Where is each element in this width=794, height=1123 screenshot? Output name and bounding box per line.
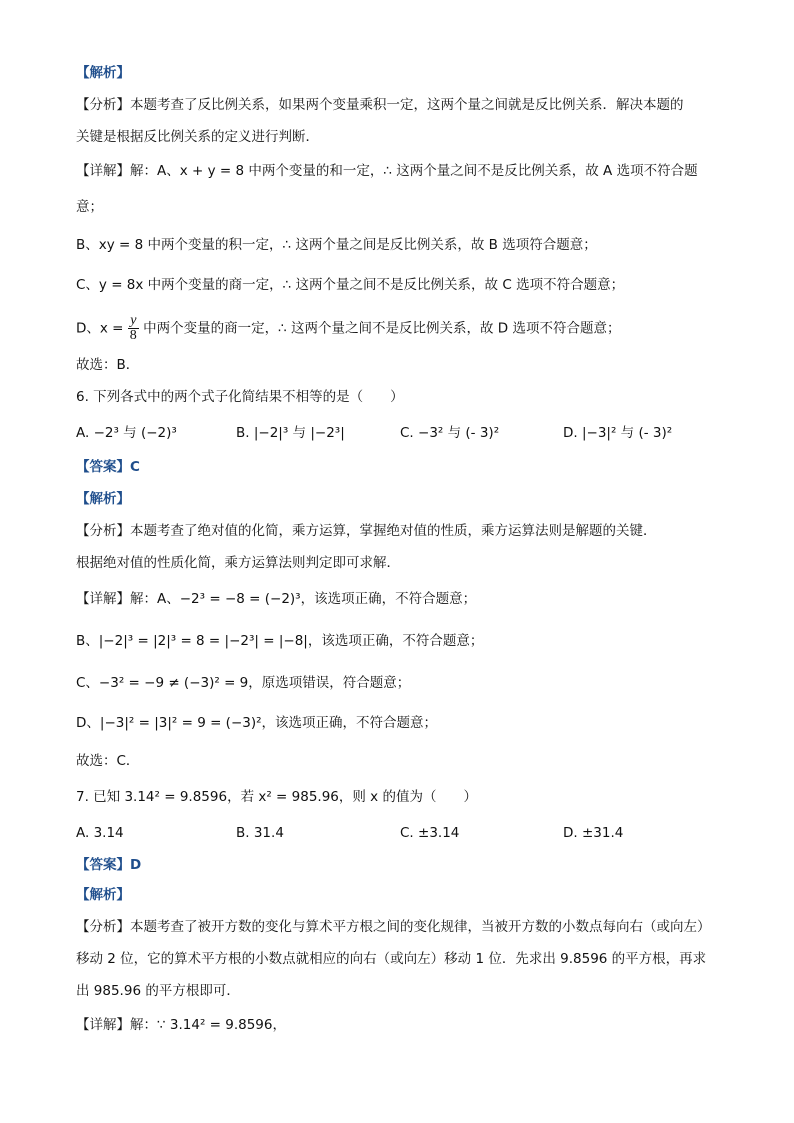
q7-option-a: A. 3.14 [76,825,124,841]
q7-option-d: D. ±31.4 [563,825,624,841]
text-line: 故选：B． [76,357,140,373]
text-line: 移动 2 位，它的算术平方根的小数点就相应的向右（或向左）移动 1 位．先求出 9.8596 的平方根，再求 [76,951,707,967]
q6-option-d: D. |−3|² 与 (- 3)² [563,425,673,441]
section-label-analysis: 【解析】 [76,887,130,903]
text-line: 出 985.96 的平方根即可． [76,983,240,999]
question-6-stem: 6. 下列各式中的两个式子化简结果不相等的是（ ） [76,389,404,405]
text-line: 意； [76,199,103,215]
text-line: B、xy = 8 中两个变量的积一定，∴ 这两个量之间是反比例关系，故 B 选项符合题意； [76,237,597,253]
text-line: C、−3² = −9 ≠ (−3)² = 9，原选项错误，符合题意； [76,675,411,691]
question-7-stem: 7. 已知 3.14² = 9.8596，若 x² = 985.96，则 x 的值为（ ） [76,789,477,805]
text-line: 【分析】本题考查了被开方数的变化与算术平方根之间的变化规律，当被开方数的小数点每向右（或向左） [76,919,711,935]
q7-option-c: C. ±3.14 [400,825,460,841]
q6-option-b: B. |−2|³ 与 |−2³| [236,425,345,441]
q7-option-b: B. 31.4 [236,825,284,841]
text-line: 【详解】解：∵ 3.14² = 9.8596， [76,1017,286,1033]
fraction-y-over-8 [128,314,139,343]
q6-option-c: C. −3² 与 (- 3)² [400,425,500,441]
text-line: 【详解】解：A、−2³ = −8 = (−2)³，该选项正确，不符合题意； [76,591,477,607]
fraction-denominator: 8 [129,328,137,343]
fraction-numerator: y [128,314,139,329]
text-line: 【分析】本题考查了反比例关系，如果两个变量乘积一定，这两个量之间就是反比例关系．解决本题的 [76,97,684,113]
text-line: 故选：C． [76,753,140,769]
text-line: D、|−3|² = |3|² = 9 = (−3)²，该选项正确，不符合题意； [76,715,438,731]
text-line: 根据绝对值的性质化简，乘方运算法则判定即可求解． [76,555,400,571]
text-line: 【分析】本题考查了绝对值的化简，乘方运算，掌握绝对值的性质，乘方运算法则是解题的关键． [76,523,657,539]
section-label-answer: 【答案】C [76,459,140,475]
fraction-suffix: 中两个变量的商一定，∴ 这两个量之间不是反比例关系，故 D 选项不符合题意； [143,320,621,337]
section-label-analysis: 【解析】 [76,65,130,81]
section-label-answer: 【答案】D [76,857,142,873]
fraction-prefix: D、x = [76,320,124,337]
text-line-fraction [76,314,620,343]
section-label-analysis: 【解析】 [76,491,130,507]
q6-option-a: A. −2³ 与 (−2)³ [76,425,177,441]
text-line: 【详解】解：A、x + y = 8 中两个变量的和一定，∴ 这两个量之间不是反比例关系，故 A 选项不符合题 [76,163,698,179]
text-line: C、y = 8x 中两个变量的商一定，∴ 这两个量之间不是反比例关系，故 C 选项不符合题意； [76,277,625,293]
text-line: 关键是根据反比例关系的定义进行判断． [76,129,319,145]
text-line: B、|−2|³ = |2|³ = 8 = |−2³| = |−8|，该选项正确，不符合题意； [76,633,484,649]
